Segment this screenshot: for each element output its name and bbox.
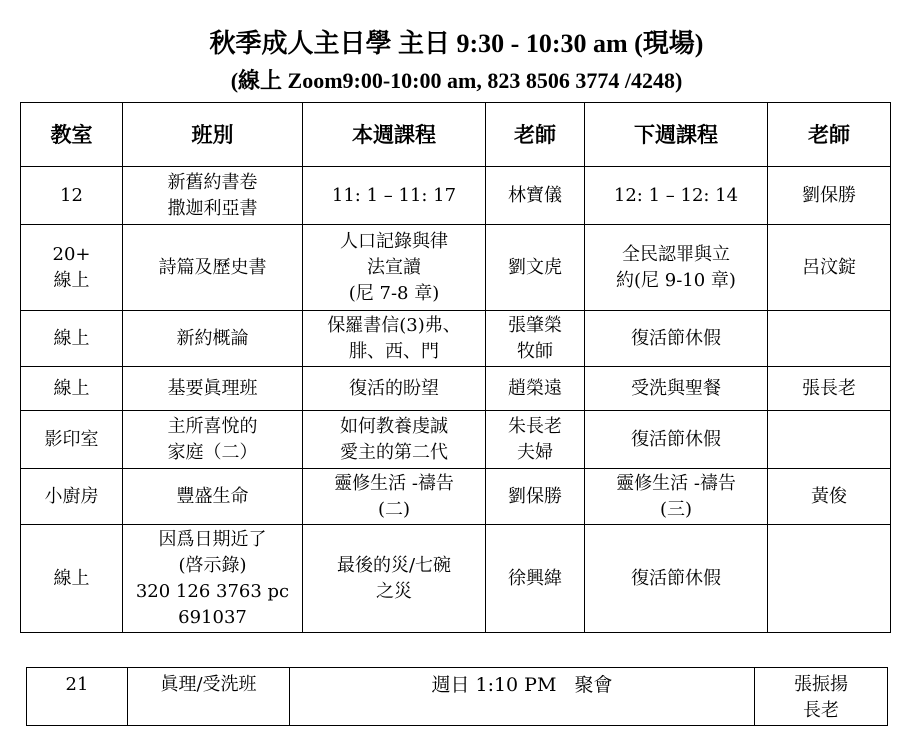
cell-line: 牧師 (517, 340, 553, 362)
cell-line: 320 126 3763 pc (135, 580, 290, 602)
table-row (21, 525, 891, 633)
cell-line: 徐興緯 (508, 567, 562, 589)
cell-line: 復活的盼望 (349, 377, 439, 399)
cell-line: 朱長老 (508, 415, 562, 437)
cell-line: 約(尼 9-10 章) (616, 269, 736, 291)
cell-line: 如何教養虔誠 (340, 415, 448, 437)
cell-line: 家庭（二） (167, 441, 258, 463)
cell-line: 法宣讀 (367, 256, 421, 278)
footer-room: 21 (27, 668, 128, 726)
cell-line: 主所喜悅的 (167, 415, 258, 437)
header-cell: 班別 (123, 103, 303, 167)
cell-line: 線上 (53, 269, 90, 291)
next-week-cell (585, 167, 768, 225)
room-cell (21, 411, 123, 469)
room-cell (21, 525, 123, 633)
cell-line: 之災 (376, 580, 412, 602)
cell-line: 691037 (178, 606, 247, 628)
class-cell (123, 311, 303, 367)
cell-line: 愛主的第二代 (340, 441, 448, 463)
cell-line: 林寶儀 (508, 184, 562, 206)
schedule-table (20, 102, 891, 633)
cell-line: 靈修生活 -禱告 (334, 472, 454, 494)
next-teacher-cell (768, 225, 891, 311)
cell-line: (三) (659, 498, 693, 520)
teacher-cell (486, 311, 585, 367)
header-cell: 下週課程 (585, 103, 768, 167)
header-cell: 老師 (768, 103, 891, 167)
cell-line: (啓示錄) (178, 554, 247, 576)
cell-line: 線上 (53, 327, 90, 349)
class-cell (123, 225, 303, 311)
page-title: 秋季成人主日學 主日 9:30 - 10:30 am (現場) (209, 29, 704, 58)
next-teacher-cell (768, 411, 891, 469)
table-row (21, 167, 891, 225)
cell-line: 張長老 (802, 377, 856, 399)
cell-line: 夫婦 (517, 441, 553, 463)
cell-line: 線上 (53, 567, 90, 589)
cell-line: 豐盛生命 (176, 485, 249, 507)
header-row (21, 103, 891, 167)
cell-line: 因爲日期近了 (158, 528, 267, 550)
footer-teacher-line: 張振揚 (794, 674, 848, 695)
teacher-cell (486, 367, 585, 411)
header-cell: 本週課程 (303, 103, 486, 167)
table-row (21, 367, 891, 411)
room-cell (21, 225, 123, 311)
footer-table (26, 667, 888, 726)
cell-line: 黃俊 (811, 485, 847, 507)
cell-line: 趙榮遠 (508, 377, 562, 399)
cell-line: 最後的災/七碗 (336, 554, 452, 576)
next-teacher-cell (768, 311, 891, 367)
cell-line: 11: 1 – 11: 17 (331, 184, 457, 206)
teacher-cell (486, 469, 585, 525)
class-cell (123, 525, 303, 633)
cell-line: 新約概論 (176, 327, 249, 349)
class-cell (123, 411, 303, 469)
next-week-cell (585, 525, 768, 633)
cell-line: 保羅書信(3)弗、 (327, 314, 461, 336)
room-cell (21, 469, 123, 525)
cell-line: 12 (60, 184, 83, 206)
cell-line: 腓、西、門 (349, 340, 439, 362)
this-week-cell (303, 411, 486, 469)
next-week-cell (585, 225, 768, 311)
cell-line: 詩篇及歷史書 (158, 256, 267, 278)
table-row (21, 225, 891, 311)
footer-class: 眞理/受洗班 (128, 668, 290, 726)
class-cell (123, 167, 303, 225)
footer-row (27, 668, 888, 726)
cell-line: 劉保勝 (508, 485, 562, 507)
cell-line: 復活節休假 (631, 327, 721, 349)
cell-line: 基要眞理班 (167, 377, 258, 399)
cell-line: 撒迦利亞書 (167, 197, 258, 219)
footer-event: 週日 1:10 PM 聚會 (290, 668, 755, 726)
cell-line: 全民認罪與立 (622, 243, 730, 265)
this-week-cell (303, 167, 486, 225)
cell-line: (二) (377, 498, 411, 520)
room-cell (21, 311, 123, 367)
teacher-cell (486, 411, 585, 469)
cell-line: 復活節休假 (631, 428, 721, 450)
cell-line: 線上 (53, 377, 90, 399)
room-cell (21, 167, 123, 225)
this-week-cell (303, 367, 486, 411)
next-week-cell (585, 469, 768, 525)
next-teacher-cell (768, 525, 891, 633)
footer-teacher-line: 長老 (803, 700, 839, 721)
cell-line: 12: 1 – 12: 14 (613, 184, 739, 206)
this-week-cell (303, 525, 486, 633)
class-cell (123, 469, 303, 525)
zoom-info: (線上 Zoom9:00-10:00 am, 823 8506 3774 /4248) (230, 68, 683, 93)
header-cell: 教室 (21, 103, 123, 167)
cell-line: 新舊約書卷 (167, 171, 258, 193)
cell-line: 復活節休假 (631, 567, 721, 589)
next-teacher-cell (768, 469, 891, 525)
cell-line: 人口記錄與律 (340, 230, 448, 252)
cell-line: 劉保勝 (802, 184, 856, 206)
table-row (21, 469, 891, 525)
teacher-cell (486, 525, 585, 633)
footer-teacher (755, 668, 888, 726)
next-week-cell (585, 411, 768, 469)
teacher-cell (486, 225, 585, 311)
table-row (21, 311, 891, 367)
next-teacher-cell (768, 367, 891, 411)
header-cell: 老師 (486, 103, 585, 167)
cell-line: 張肇榮 (508, 314, 562, 336)
this-week-cell (303, 469, 486, 525)
this-week-cell (303, 225, 486, 311)
next-teacher-cell (768, 167, 891, 225)
next-week-cell (585, 367, 768, 411)
cell-line: (尼 7-8 章) (348, 282, 440, 304)
this-week-cell (303, 311, 486, 367)
cell-line: 劉文虎 (508, 256, 562, 278)
cell-line: 小廚房 (44, 485, 99, 507)
cell-line: 20+ (52, 243, 91, 265)
cell-line: 呂汶錠 (802, 256, 856, 278)
room-cell (21, 367, 123, 411)
teacher-cell (486, 167, 585, 225)
table-row (21, 411, 891, 469)
cell-line: 靈修生活 -禱告 (616, 472, 736, 494)
cell-line: 影印室 (44, 428, 99, 450)
cell-line: 受洗與聖餐 (631, 377, 721, 399)
next-week-cell (585, 311, 768, 367)
class-cell (123, 367, 303, 411)
